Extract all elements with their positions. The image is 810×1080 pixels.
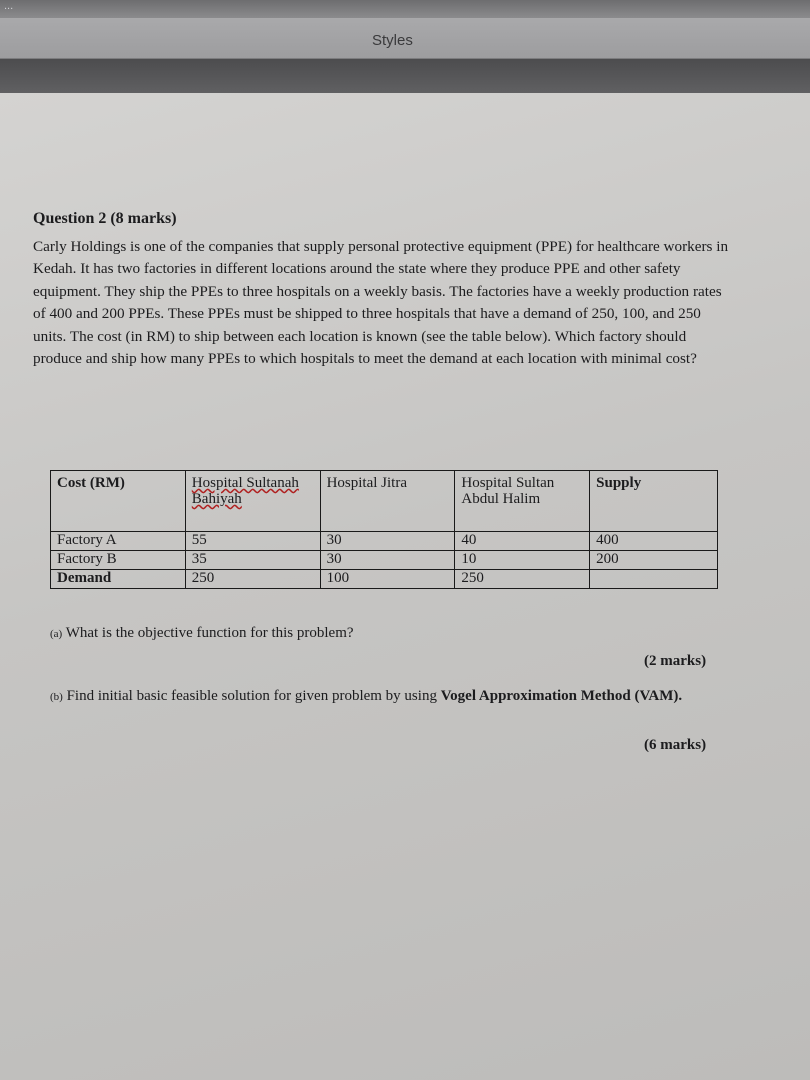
ribbon-toolbar xyxy=(0,18,810,59)
part-b-method: Vogel Approximation Method (VAM). xyxy=(440,688,683,704)
table-cell: 55 xyxy=(185,532,320,551)
table-cell: 30 xyxy=(320,551,455,570)
window-title-fragment: ... xyxy=(4,0,14,12)
table-cell: Demand xyxy=(51,570,186,589)
question-body: Carly Holdings is one of the companies that supply personal protective equipment (PPE) for healthcare workers in Kedah. It has two factories in different locations around the state where they produce PPE and other safety equipment. They ship the PPEs to three hospitals on a weekly basis. The factories have a weekly production rates of 400 and 200 PPEs. These PPEs must be shipped to three hospitals that have a demand of 250, 100, and 250 units. The cost (in RM) to ship between each location is known (see the table below). Which factory should produce and ship how many PPEs to which hospitals to meet the demand at each location with minimal cost? xyxy=(33,238,729,368)
table-cell: Factory A xyxy=(51,532,186,551)
table-cell: Factory B xyxy=(51,551,186,570)
cost-table xyxy=(50,470,718,589)
part-a-marks: (2 marks) xyxy=(644,653,707,669)
ribbon-bottom-band xyxy=(0,59,810,93)
title-bar xyxy=(0,0,810,18)
part-b-marks: (6 marks) xyxy=(644,737,707,753)
table-header-cell: Hospital Sultan Abdul Halim xyxy=(455,471,590,532)
table-header-cell: Cost (RM) xyxy=(51,471,186,532)
part-a-text: What is the objective function for this problem? xyxy=(65,625,354,641)
part-b-marker: (b) xyxy=(50,691,63,703)
table-cell: 100 xyxy=(320,570,455,589)
table-cell: 10 xyxy=(455,551,590,570)
table-row xyxy=(51,551,718,570)
table-cell: 250 xyxy=(455,570,590,589)
table-cell xyxy=(590,570,718,589)
part-b xyxy=(50,685,710,708)
table-header-cell: Hospital Sultanah Bahiyah xyxy=(185,471,320,532)
table-cell: 400 xyxy=(590,532,718,551)
table-row xyxy=(51,532,718,551)
question-title: Question 2 (8 marks) xyxy=(33,210,177,227)
table-header-cell: Hospital Jitra xyxy=(320,471,455,532)
table-header-row xyxy=(51,471,718,532)
part-a-marker: (a) xyxy=(50,628,63,640)
document-page xyxy=(0,93,810,1080)
table-cell: 40 xyxy=(455,532,590,551)
part-a xyxy=(50,625,354,642)
table-header-cell: Supply xyxy=(590,471,718,532)
table-cell: 35 xyxy=(185,551,320,570)
table-row xyxy=(51,570,718,589)
table-cell: 200 xyxy=(590,551,718,570)
table-cell: 250 xyxy=(185,570,320,589)
table-cell: 30 xyxy=(320,532,455,551)
part-b-text: Find initial basic feasible solution for given problem by using xyxy=(66,688,441,704)
styles-group-label[interactable]: Styles xyxy=(372,32,413,49)
